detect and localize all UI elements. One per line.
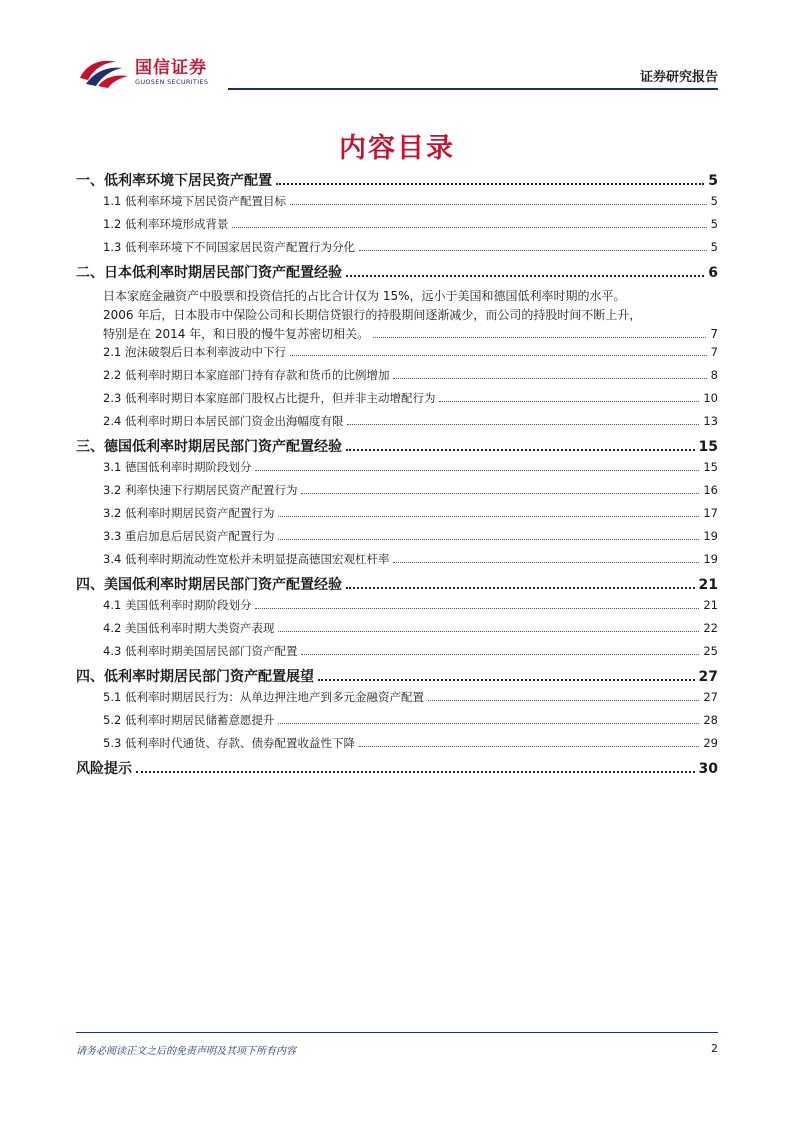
toc-entry-section-2[interactable]	[76, 262, 718, 285]
toc-entry-section-1[interactable]	[76, 170, 718, 193]
toc-entry-section-3[interactable]	[76, 436, 718, 459]
summary-line-1: 日本家庭金融资产中股票和投资信托的占比合计仅为 15%，远小于美国和德国低利率时期的水平。	[103, 289, 626, 303]
toc-entry-title: 1.3 低利率环境下不同国家居民资产配置行为分化	[103, 240, 355, 254]
toc-entry-title: 1.2 低利率环境形成背景	[103, 217, 229, 231]
toc-entry-title: 4.2 美国低利率时期大类资产表现	[103, 621, 275, 635]
toc-entry-risk[interactable]	[76, 758, 718, 781]
toc-entry-title: 2.3 低利率时期日本家庭部门股权占比提升，但并非主动增配行为	[103, 391, 436, 405]
header-divider	[228, 88, 718, 90]
summary-line-2: 2006 年后，日本股市中保险公司和长期信贷银行的持股期间逐渐减少，而公司的持股时间不断上升，	[103, 308, 642, 322]
toc-entry-page: 5	[710, 194, 718, 208]
toc-entry-title: 3.2 低利率时期居民资产配置行为	[103, 506, 275, 520]
toc-entry-title: 三、德国低利率时期居民部门资产配置经验	[76, 439, 342, 455]
toc-entry-1-1[interactable]	[76, 193, 718, 216]
toc-entry-5-1[interactable]	[76, 689, 718, 712]
toc-entry-title: 4.3 低利率时期美国居民部门资产配置	[103, 644, 298, 658]
toc-entry-page: 7	[710, 345, 718, 359]
toc-entry-title: 1.1 低利率环境下居民资产配置目标	[103, 194, 286, 208]
toc-entry-title: 2.1 泡沫破裂后日本利率波动中下行	[103, 345, 286, 359]
toc-entry-page: 27	[703, 690, 718, 704]
toc-entry-5-3[interactable]	[76, 735, 718, 758]
toc-dot-leader	[301, 493, 699, 494]
toc-entry-title: 4.1 美国低利率时期阶段划分	[103, 598, 252, 612]
toc-entry-4-3[interactable]	[76, 643, 718, 666]
toc-dot-leader	[290, 204, 707, 205]
toc-entry-2-4[interactable]	[76, 413, 718, 436]
guosen-logo	[76, 56, 208, 90]
toc-dot-leader	[359, 746, 699, 747]
toc-entry-page: 30	[698, 761, 718, 777]
toc-entry-page: 17	[703, 506, 718, 520]
toc-entry-page: 7	[710, 327, 718, 341]
toc-entry-page: 15	[698, 439, 718, 455]
toc-entry-4-2[interactable]	[76, 620, 718, 643]
toc-entry-1-2[interactable]	[76, 216, 718, 239]
toc-dot-leader	[428, 700, 699, 701]
toc-entry-page: 5	[708, 173, 718, 189]
toc-entry-3-1[interactable]	[76, 459, 718, 482]
toc-entry-page: 19	[703, 529, 718, 543]
toc-entry-page: 25	[703, 644, 718, 658]
summary-line-3: 特别是在 2014 年，和日股的慢牛复苏密切相关。	[103, 327, 370, 341]
toc-entry-page: 13	[703, 414, 718, 428]
logo-chinese-name: 国信证券	[135, 58, 207, 78]
toc-entry-page: 5	[710, 240, 718, 254]
toc-entry-page: 19	[703, 552, 718, 566]
toc-dot-leader	[346, 449, 695, 451]
toc-dot-leader	[439, 401, 699, 402]
toc-entry-page: 22	[703, 621, 718, 635]
toc-entry-title: 3.3 重启加息后居民资产配置行为	[103, 529, 275, 543]
toc-entry-title: 5.3 低利率时代通货、存款、债券配置收益性下降	[103, 736, 355, 750]
toc-entry-section-5[interactable]	[76, 666, 718, 689]
toc-dot-leader	[276, 183, 704, 185]
toc-dot-leader	[278, 723, 699, 724]
toc-entry-page: 10	[703, 391, 718, 405]
toc-entry-2-1[interactable]	[76, 344, 718, 367]
toc-dot-leader	[278, 631, 699, 632]
toc-entry-title: 3.2 利率快速下行期居民资产配置行为	[103, 483, 298, 497]
toc-entry-page: 28	[703, 713, 718, 727]
toc-dot-leader	[393, 562, 699, 563]
toc-entry-title: 5.1 低利率时期居民行为：从单边押注地产到多元金融资产配置	[103, 690, 424, 704]
toc-dot-leader	[346, 275, 704, 277]
toc-dot-leader	[136, 771, 695, 773]
guosen-logo-icon	[76, 56, 132, 90]
toc-entry-page: 5	[710, 217, 718, 231]
toc-dot-leader	[301, 654, 699, 655]
table-of-contents	[76, 170, 718, 781]
toc-entry-page: 8	[710, 368, 718, 382]
toc-entry-title: 5.2 低利率时期居民储蓄意愿提升	[103, 713, 275, 727]
toc-dot-leader	[359, 250, 707, 251]
toc-entry-2-3[interactable]	[76, 390, 718, 413]
toc-entry-page: 21	[698, 577, 718, 593]
toc-entry-section-4[interactable]	[76, 574, 718, 597]
toc-entry-3-2a[interactable]	[76, 482, 718, 505]
toc-dot-leader	[278, 516, 699, 517]
toc-dot-leader	[290, 355, 707, 356]
toc-entry-title: 2.4 低利率时期日本居民部门资金出海幅度有限	[103, 414, 344, 428]
toc-entry-title: 2.2 低利率时期日本家庭部门持有存款和货币的比例增加	[103, 368, 390, 382]
toc-entry-page: 16	[703, 483, 718, 497]
toc-entry-title: 一、低利率环境下居民资产配置	[76, 173, 272, 189]
toc-dot-leader	[255, 608, 699, 609]
toc-dot-leader	[373, 337, 706, 338]
toc-entry-page: 6	[708, 265, 718, 281]
toc-dot-leader	[346, 587, 695, 589]
toc-entry-3-4[interactable]	[76, 551, 718, 574]
toc-dot-leader	[255, 470, 699, 471]
toc-entry-title: 四、美国低利率时期居民部门资产配置经验	[76, 577, 342, 593]
toc-entry-2-2[interactable]	[76, 367, 718, 390]
toc-entry-title: 二、日本低利率时期居民部门资产配置经验	[76, 265, 342, 281]
toc-dot-leader	[278, 539, 699, 540]
page-header	[76, 52, 718, 92]
toc-entry-5-2[interactable]	[76, 712, 718, 735]
toc-dot-leader	[347, 424, 699, 425]
toc-entry-page: 15	[703, 460, 718, 474]
toc-entry-title: 3.4 低利率时期流动性宽松并未明显提高德国宏观杠杆率	[103, 552, 390, 566]
toc-dot-leader	[393, 378, 706, 379]
toc-dot-leader	[232, 227, 706, 228]
footer-disclaimer: 请务必阅读正文之后的免责声明及其项下所有内容	[76, 1046, 296, 1057]
footer-divider	[76, 1032, 718, 1033]
toc-entry-title: 3.1 德国低利率时期阶段划分	[103, 460, 252, 474]
toc-dot-leader	[318, 679, 695, 681]
toc-entry-1-3[interactable]	[76, 239, 718, 262]
toc-entry-page: 21	[703, 598, 718, 612]
toc-entry-4-1[interactable]	[76, 597, 718, 620]
toc-entry-3-2b[interactable]	[76, 505, 718, 528]
toc-title: 内容目录	[339, 133, 455, 164]
page-number: 2	[711, 1042, 718, 1055]
toc-entry-page: 29	[703, 736, 718, 750]
report-type-label: 证券研究报告	[639, 70, 718, 85]
toc-entry-page: 27	[698, 669, 718, 685]
toc-entry-2-summary[interactable]	[76, 287, 718, 344]
toc-entry-title: 四、低利率时期居民部门资产配置展望	[76, 669, 314, 685]
toc-entry-title: 风险提示	[76, 761, 132, 777]
logo-english-name: GUOSEN SECURITIES	[135, 78, 209, 86]
toc-entry-3-3[interactable]	[76, 528, 718, 551]
